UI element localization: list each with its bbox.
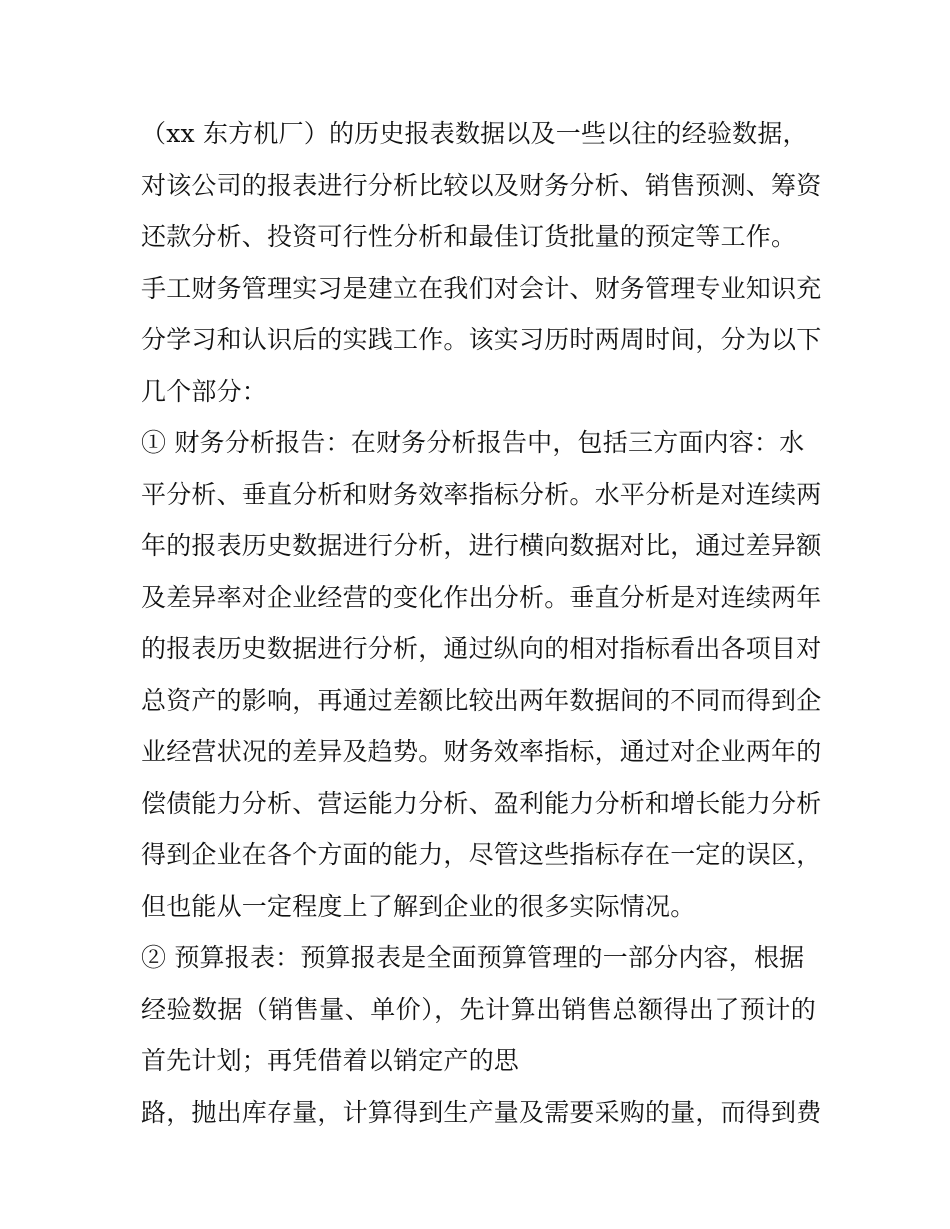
text-line: 平分析、垂直分析和财务效率指标分析。水平分析是对连续两 [141, 479, 822, 509]
text-line: 偿债能力分析、营运能力分析、盈利能力分析和增长能力分析 [141, 788, 822, 818]
text-line: 分学习和认识后的实践工作。该实习历时两周时间，分为以下 [141, 325, 822, 354]
text-line: 手工财务管理实习是建立在我们对会计、财务管理专业知识充 [141, 273, 822, 303]
text-line: （xx 东方机厂）的历史报表数据以及一些以往的经验数据， [141, 119, 808, 148]
text-line: 的报表历史数据进行分析，通过纵向的相对指标看出各项目对 [141, 634, 822, 663]
text-line: 及差异率对企业经营的变化作出分析。垂直分析是对连续两年 [141, 582, 822, 612]
text-line: ① 财务分析报告：在财务分析报告中，包括三方面内容：水 [141, 428, 805, 457]
text-line: 路，抛出库存量，计算得到生产量及需要采购的量，而得到费 [141, 1097, 822, 1127]
text-line: 总资产的影响，再通过差额比较出两年数据间的不同而得到企 [141, 685, 822, 715]
text-line: 但也能从一定程度上了解到企业的很多实际情况。 [141, 891, 696, 921]
body-text [141, 108, 822, 1138]
text-line: ② 预算报表：预算报表是全面预算管理的一部分内容，根据 [141, 943, 805, 972]
text-line: 首先计划；再凭借着以销定产的思 [141, 1046, 520, 1075]
text-line: 年的报表历史数据进行分析，进行横向数据对比，通过差异额 [141, 531, 822, 560]
text-line: 几个部分： [141, 376, 268, 406]
text-line: 得到企业在各个方面的能力，尽管这些指标存在一定的误区， [141, 840, 822, 869]
text-line: 经验数据（销售量、单价），先计算出销售总额得出了预计的 [141, 994, 816, 1024]
text-line: 对该公司的报表进行分析比较以及财务分析、销售预测、筹资 [141, 170, 822, 200]
text-line: 业经营状况的差异及趋势。财务效率指标，通过对企业两年的 [141, 737, 822, 766]
text-line: 还款分析、投资可行性分析和最佳订货批量的预定等工作。 [141, 222, 797, 251]
